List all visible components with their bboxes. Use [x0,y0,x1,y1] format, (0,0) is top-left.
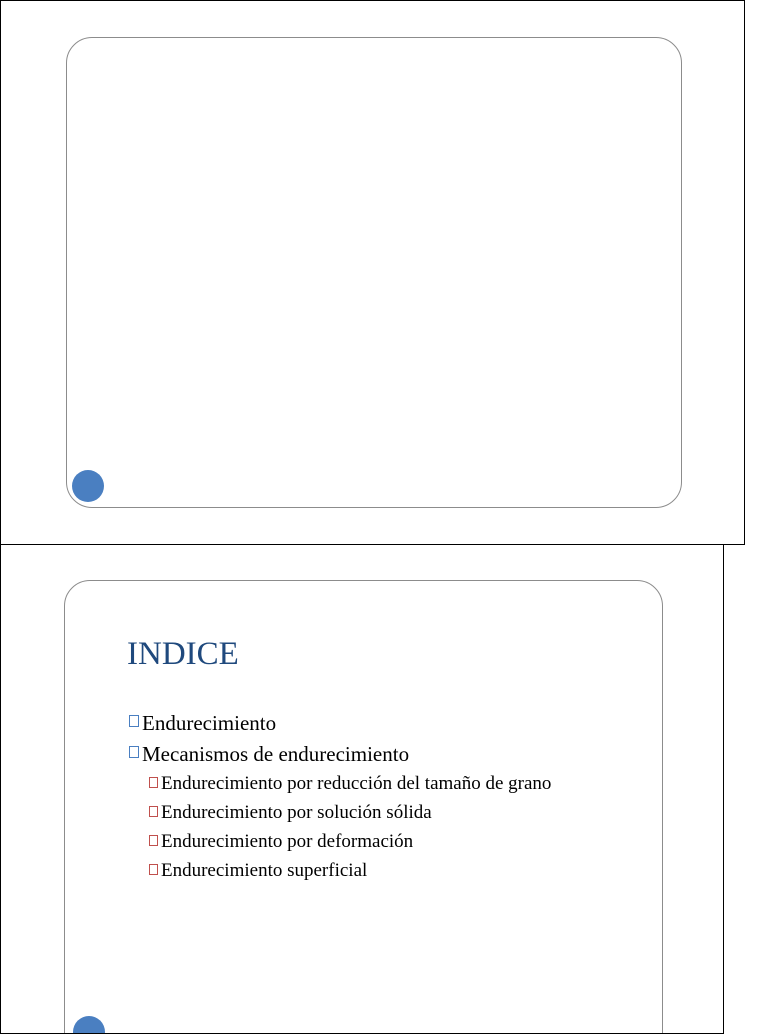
square-bullet-icon [149,777,158,788]
square-bullet-icon [129,746,139,758]
square-bullet-icon [149,806,158,817]
list-item [129,738,551,769]
square-bullet-icon [129,715,139,727]
slide-page-2 [0,544,724,1034]
square-bullet-icon [149,835,158,846]
bullet-label: Endurecimiento por reducción del tamaño de grano [161,772,552,794]
slide-frame [64,580,663,1034]
bullet-list [129,707,551,885]
list-item [129,798,551,827]
list-item [129,769,551,798]
bullet-label: Mecanismos de endurecimiento [142,741,410,766]
slide-frame [66,37,682,508]
bullet-label: Endurecimiento superficial [161,859,368,881]
bullet-label: Endurecimiento por deformación [161,830,414,852]
list-item [129,856,551,885]
list-item [129,707,551,738]
slide-title: INDICE [127,636,239,672]
bullet-label: Endurecimiento [142,710,277,735]
list-item [129,827,551,856]
slide-accent-dot [72,470,104,502]
square-bullet-icon [149,864,158,875]
bullet-label: Endurecimiento por solución sólida [161,801,432,823]
